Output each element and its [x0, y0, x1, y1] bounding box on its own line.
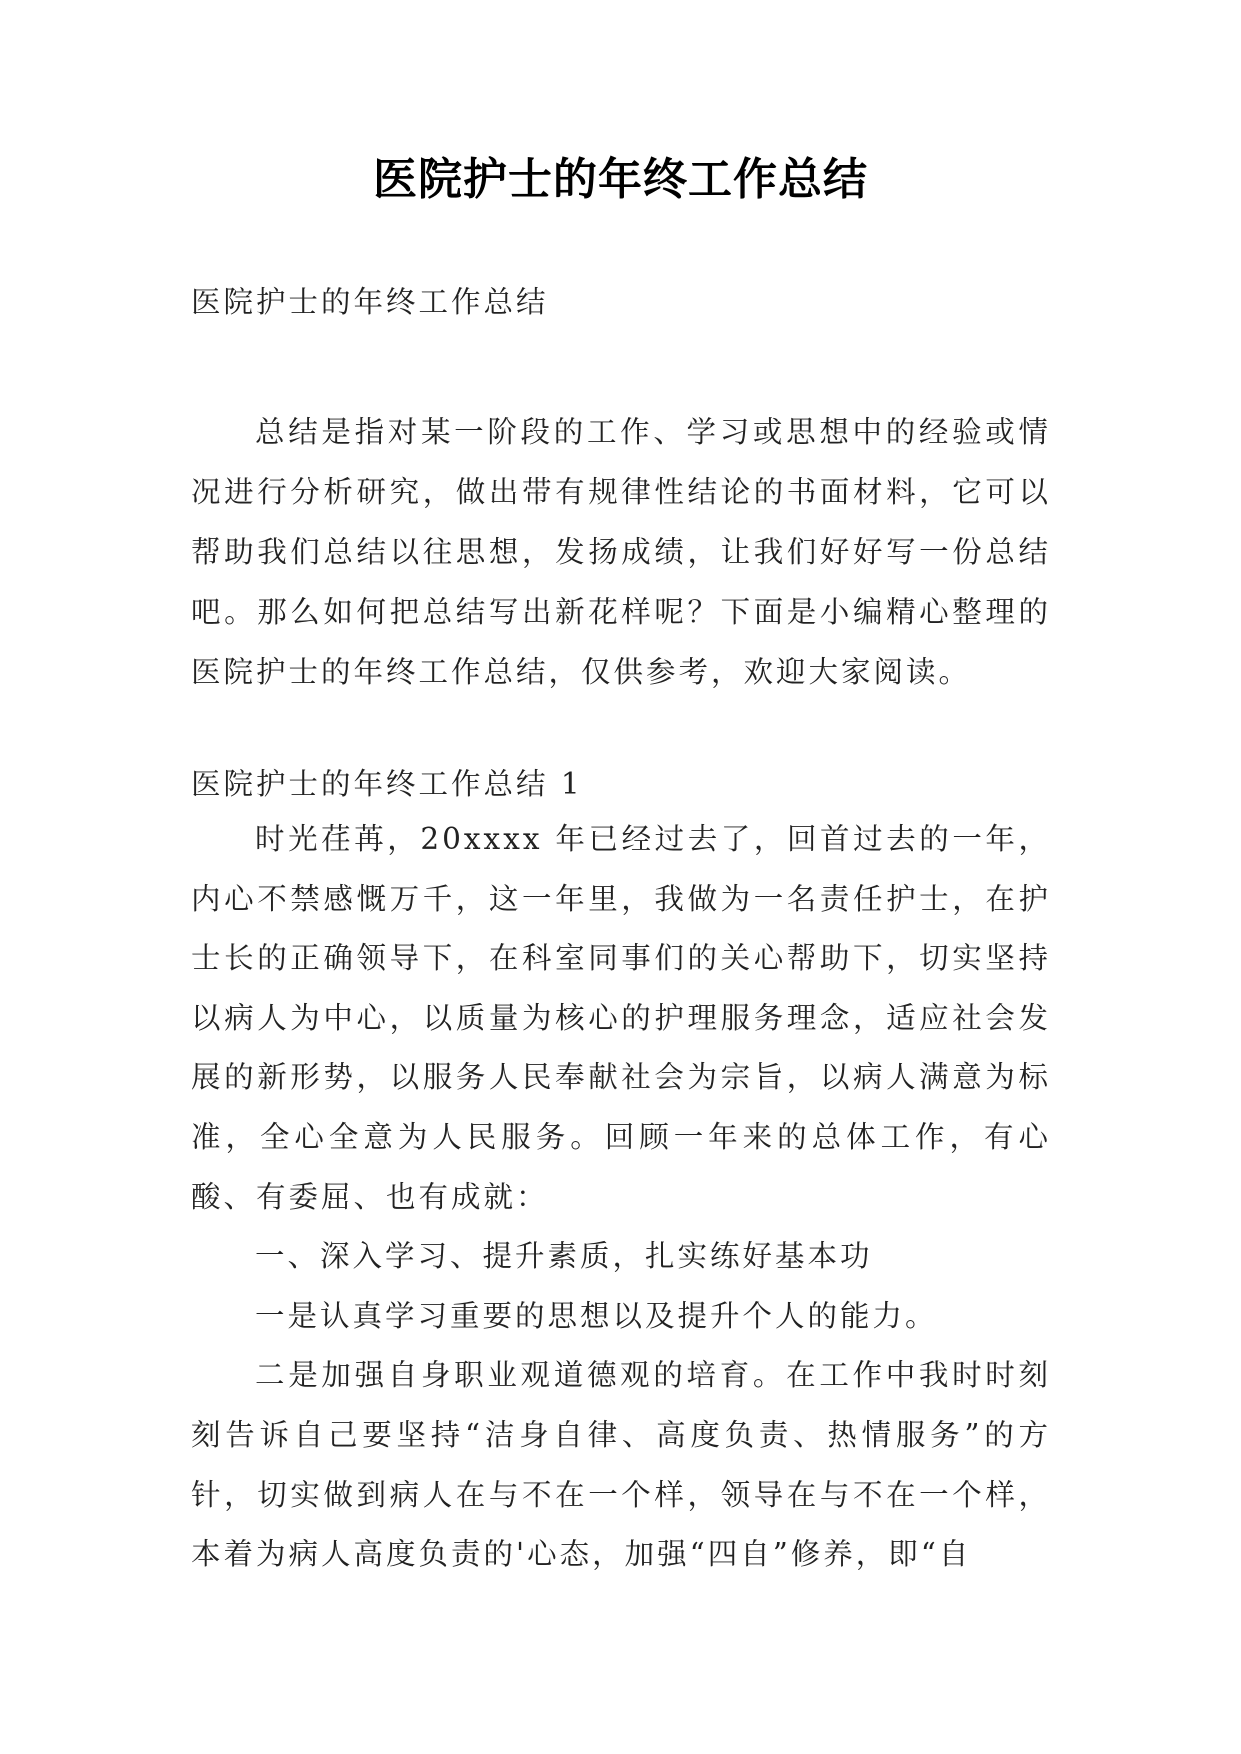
body-paragraph: 二是加强自身职业观道德观的培育。在工作中我时时刻刻告诉自己要坚持“洁身自律、高度负责、热情服务”的方针，切实做到病人在与不在一个样，领导在与不在一个样，本着为病人高度负责的'心态，加强“四自”修养，即“自 — [191, 1358, 1051, 1572]
body-paragraph: 时光荏苒，20xxxx 年已经过去了，回首过去的一年，内心不禁感慨万千，这一年里，我做为一名责任护士，在护士长的正确领导下，在科室同事们的关心帮助下，切实坚持以病人为中心，以质量为核心的护理服务理念，适应社会发展的新形势，以服务人民奉献社会为宗旨，以病人满意为标准，全心全意为人民服务。回顾一年来的总体工作，有心酸、有委屈、也有成就： — [191, 822, 1051, 1214]
body-paragraph: 一是认真学习重要的思想以及提升个人的能力。 — [255, 1298, 938, 1333]
section-heading: 医院护士的年终工作总结 1 — [191, 767, 583, 801]
document-title: 医院护士的年终工作总结 — [373, 154, 868, 205]
section-body — [191, 810, 1051, 1585]
document-subtitle: 医院护士的年终工作总结 — [191, 285, 549, 319]
body-paragraph: 一、深入学习、提升素质，扎实练好基本功 — [255, 1239, 873, 1274]
intro-paragraph: 总结是指对某一阶段的工作、学习或思想中的经验或情况进行分析研究，做出带有规律性结论的书面材料，它可以帮助我们总结以往思想，发扬成绩，让我们好好写一份总结吧。那么如何把总结写出新花样呢？下面是小编精心整理的医院护士的年终工作总结，仅供参考，欢迎大家阅读。 — [191, 415, 1051, 689]
intro-section — [191, 402, 1051, 702]
